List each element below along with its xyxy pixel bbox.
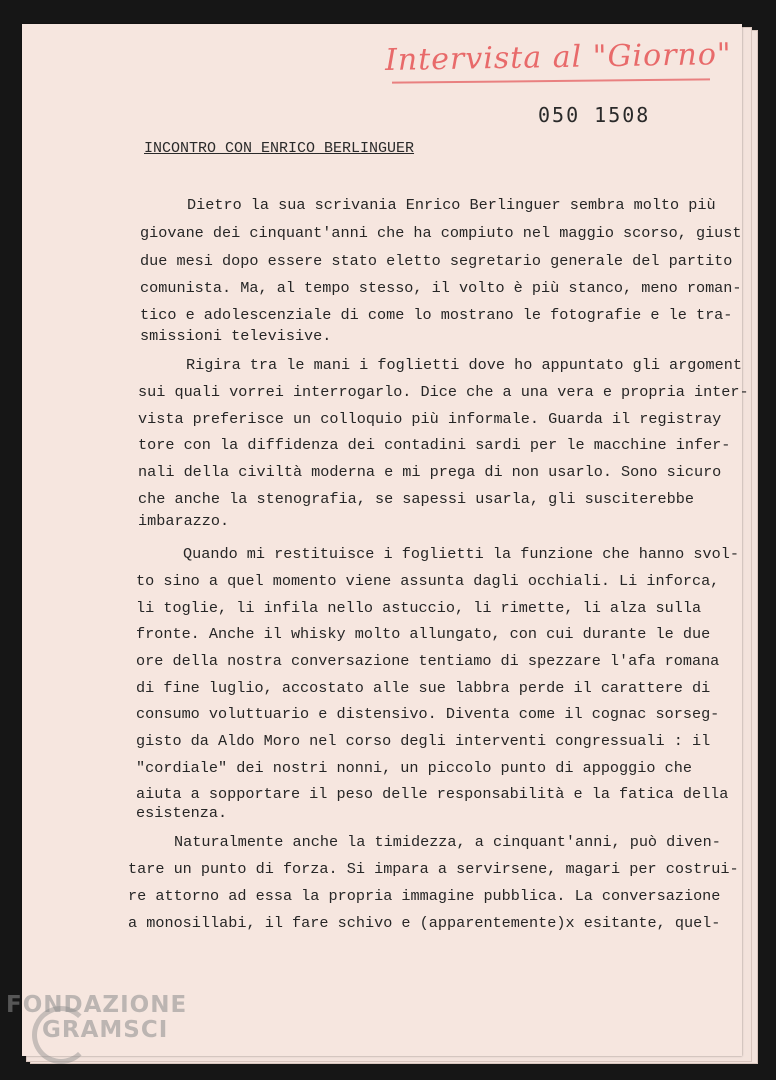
text-line: li toglie, li infila nello astuccio, li rimette, li alza sulla (136, 599, 702, 617)
watermark (6, 994, 187, 1042)
document-title: INCONTRO CON ENRICO BERLINGUER (144, 140, 415, 157)
text-line: smissioni televisive. (140, 327, 332, 345)
text-line: di fine luglio, accostato alle sue labbra perde il carattere di (136, 679, 711, 697)
text-line: consumo voluttuario e distensivo. Diventa come il cognac sorseg- (136, 705, 720, 723)
text-line: aiuta a sopportare il peso delle responsabilità e la fatica della (136, 785, 729, 803)
text-line: to sino a quel momento viene assunta dagli occhiali. Li inforca, (136, 572, 720, 590)
archive-code: 050 1508 (538, 103, 651, 127)
text-line: due mesi dopo essere stato eletto segretario generale del partito (140, 252, 733, 270)
handwritten-annotation: Intervista al "Giorno" (384, 36, 732, 79)
text-line: Dietro la sua scrivania Enrico Berlinguer sembra molto più (187, 196, 716, 214)
text-line: che anche la stenografia, se sapessi usarla, gli susciterebbe (138, 490, 694, 508)
text-line: vista preferisce un colloquio più informale. Guarda il registray (138, 410, 722, 428)
text-line: a monosillabi, il fare schivo e (apparentemente)x esitante, quel- (128, 914, 721, 932)
text-line: ore della nostra conversazione tentiamo di spezzare l'afa romana (136, 652, 720, 670)
text-line: sui quali vorrei interrogarlo. Dice che a una vera e propria inter- (138, 383, 749, 401)
text-line: Rigira tra le mani i foglietti dove ho appuntato gli argoment (186, 356, 742, 374)
text-line: Naturalmente anche la timidezza, a cinquant'anni, può diven- (174, 833, 721, 851)
text-line: re attorno ad essa la propria immagine pubblica. La conversazione (128, 887, 721, 905)
text-line: nali della civiltà moderna e mi prega di non usarlo. Sono sicuro (138, 463, 722, 481)
watermark-line-2: GRAMSCI (42, 1017, 169, 1043)
text-line: fronte. Anche il whisky molto allungato, con cui durante le due (136, 625, 711, 643)
text-line: esistenza. (136, 804, 228, 822)
text-line: imbarazzo. (138, 512, 230, 530)
text-line: giovane dei cinquant'anni che ha compiuto nel maggio scorso, giust (140, 224, 742, 242)
text-line: Quando mi restituisce i foglietti la funzione che hanno svol- (183, 545, 739, 563)
text-line: "cordiale" dei nostri nonni, un piccolo punto di appoggio che (136, 759, 692, 777)
watermark-line-1: FONDAZIONE (6, 992, 188, 1018)
text-line: tore con la diffidenza dei contadini sardi per le macchine infer- (138, 436, 731, 454)
text-line: tico e adolescenziale di come lo mostrano le fotografie e le tra- (140, 306, 733, 324)
text-line: tare un punto di forza. Si impara a servirsene, magari per costrui- (128, 860, 739, 878)
text-line: comunista. Ma, al tempo stesso, il volto è più stanco, meno roman- (140, 279, 742, 297)
text-line: gisto da Aldo Moro nel corso degli interventi congressuali : il (136, 732, 711, 750)
